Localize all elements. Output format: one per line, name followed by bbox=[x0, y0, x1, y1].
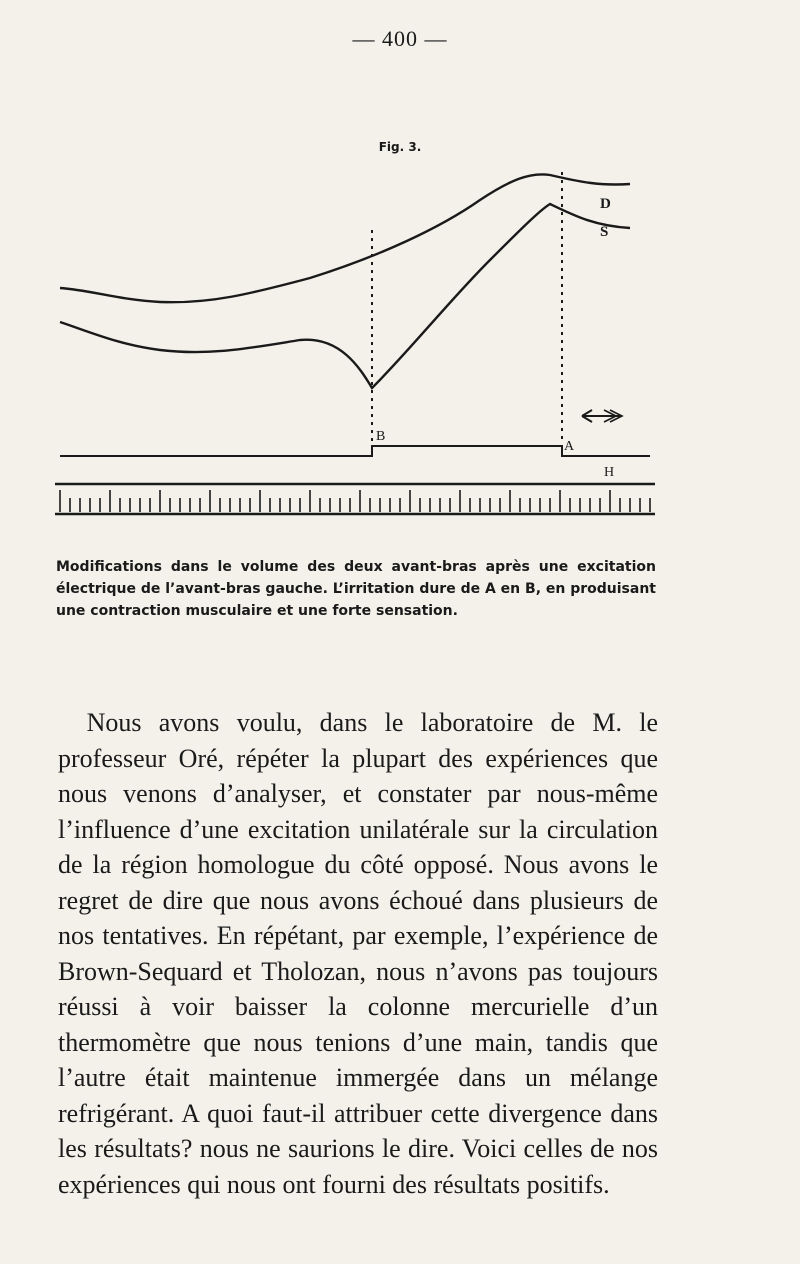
curve-s bbox=[60, 204, 630, 388]
paragraph: Nous avons voulu, dans le laboratoire de M. le professeur Oré, répéter la plupart des expériences que nous venons d’analyser, et constater par nous-même l’influence d’une excitation unilatérale sur la circulation de la région homologue du côté opposé. Nous avons le regret de dire que nous avons échoué dans plusieurs de nos tentatives. En répétant, par exemple, l’expérience de Brown-Sequard et Tholozan, nous n’avons pas toujours réussi à voir baisser la colonne mercurielle d’un thermomètre que nous tenions d’une main, tandis que l’autre était maintenue immergée dans un mélange refrigérant. A quoi faut-il attribuer cette divergence dans les résultats? nous ne saurions le dire. Voici celles de nos expériences qui nous ont fourni des résultats positifs. bbox=[58, 708, 658, 1199]
time-scale-ticks bbox=[60, 490, 650, 512]
curve-d bbox=[60, 174, 630, 302]
letter-a: A bbox=[564, 439, 575, 454]
signal-line bbox=[60, 446, 650, 456]
figure-3-drawing bbox=[50, 160, 660, 530]
figure-caption: Modifications dans le volume des deux avant-bras après une excitation électrique de l’avant-bras gauche. L’irritation dure de A en B, en produisant une contraction musculaire et une forte sensation. bbox=[56, 559, 656, 619]
letter-b: B bbox=[376, 429, 386, 444]
arrow-icon bbox=[582, 410, 622, 422]
figure-label: Fig. 3. bbox=[378, 140, 422, 154]
letter-h: H bbox=[604, 465, 615, 480]
page-number: — 400 — bbox=[352, 26, 448, 51]
letter-s: S bbox=[600, 224, 609, 240]
letter-d: D bbox=[600, 196, 611, 212]
body-text bbox=[58, 705, 658, 1202]
figure-3 bbox=[50, 160, 660, 530]
